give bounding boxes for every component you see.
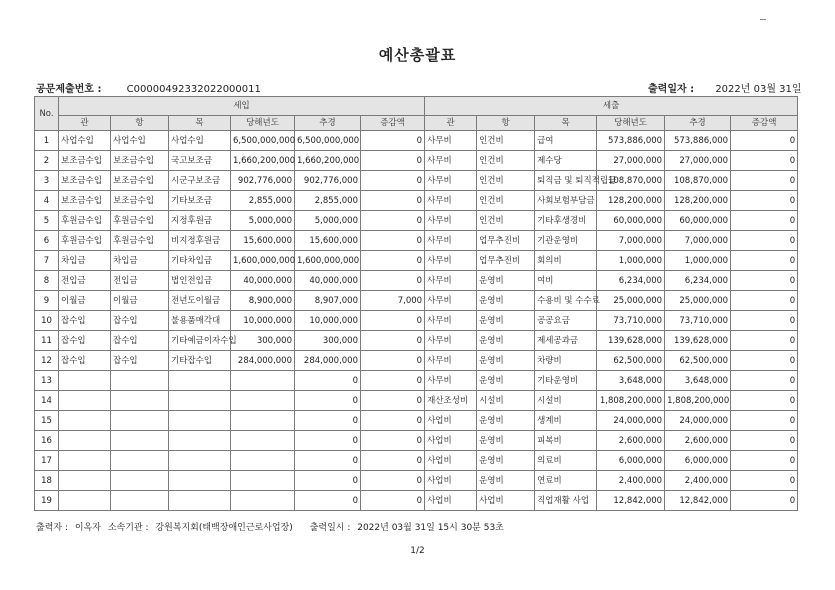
income-revised: 902,776,000 [295, 171, 361, 191]
expense-gwan: 재산조성비 [425, 391, 477, 411]
expense-diff: 0 [731, 351, 798, 371]
page-number: 1/2 [410, 546, 425, 556]
income-gwan: 차입금 [59, 251, 111, 271]
row-number: 19 [35, 491, 59, 511]
income-current: 8,900,000 [231, 291, 295, 311]
header-expense-revised: 추경 [665, 116, 731, 131]
expense-revised: 27,000,000 [665, 151, 731, 171]
expense-hang: 운영비 [477, 351, 535, 371]
expense-revised: 573,886,000 [665, 131, 731, 151]
income-gwan [59, 491, 111, 511]
income-hang: 후원금수입 [111, 231, 169, 251]
expense-current: 3,648,000 [597, 371, 665, 391]
expense-gwan: 사무비 [425, 351, 477, 371]
table-row [35, 291, 798, 311]
budget-summary-table [34, 96, 798, 511]
expense-revised: 2,400,000 [665, 471, 731, 491]
expense-diff: 0 [731, 211, 798, 231]
income-diff: 0 [361, 171, 425, 191]
income-current: 1,600,000,000 [231, 251, 295, 271]
income-gwan [59, 391, 111, 411]
income-hang [111, 391, 169, 411]
table-row [35, 151, 798, 171]
header-expense-current: 당해년도 [597, 116, 665, 131]
income-gwan [59, 431, 111, 451]
income-hang: 이월금 [111, 291, 169, 311]
income-revised: 0 [295, 491, 361, 511]
income-hang [111, 451, 169, 471]
expense-current: 1,000,000 [597, 251, 665, 271]
expense-revised: 24,000,000 [665, 411, 731, 431]
income-gwan [59, 451, 111, 471]
expense-hang: 운영비 [477, 291, 535, 311]
expense-current: 60,000,000 [597, 211, 665, 231]
row-number: 6 [35, 231, 59, 251]
expense-current: 128,200,000 [597, 191, 665, 211]
income-mok [169, 471, 231, 491]
expense-mok: 제세공과금 [535, 331, 597, 351]
expense-diff: 0 [731, 191, 798, 211]
expense-hang: 사업비 [477, 491, 535, 511]
expense-current: 139,628,000 [597, 331, 665, 351]
income-current: 902,776,000 [231, 171, 295, 191]
header-income-diff: 증감액 [361, 116, 425, 131]
income-mok [169, 411, 231, 431]
income-revised: 40,000,000 [295, 271, 361, 291]
header-income-hang: 항 [111, 116, 169, 131]
expense-revised: 2,600,000 [665, 431, 731, 451]
footer [36, 520, 508, 533]
expense-gwan: 사무비 [425, 131, 477, 151]
expense-revised: 139,628,000 [665, 331, 731, 351]
footer-printer-label: 출력자 : [36, 523, 68, 533]
expense-revised: 3,648,000 [665, 371, 731, 391]
income-mok: 지정후원금 [169, 211, 231, 231]
expense-mok: 의료비 [535, 451, 597, 471]
expense-hang: 운영비 [477, 331, 535, 351]
expense-revised: 12,842,000 [665, 491, 731, 511]
expense-revised: 6,000,000 [665, 451, 731, 471]
expense-hang: 운영비 [477, 451, 535, 471]
expense-diff: 0 [731, 251, 798, 271]
expense-current: 2,400,000 [597, 471, 665, 491]
income-diff: 0 [361, 151, 425, 171]
doc-number-value: C00000492332022000011 [126, 84, 261, 95]
expense-gwan: 사무비 [425, 311, 477, 331]
income-revised: 0 [295, 431, 361, 451]
expense-hang: 인건비 [477, 151, 535, 171]
expense-current: 62,500,000 [597, 351, 665, 371]
income-revised: 1,660,200,000 [295, 151, 361, 171]
income-hang [111, 491, 169, 511]
income-gwan: 전입금 [59, 271, 111, 291]
expense-hang: 인건비 [477, 131, 535, 151]
expense-hang: 업무추진비 [477, 251, 535, 271]
corner-mark [760, 19, 766, 20]
expense-mok: 기관운영비 [535, 231, 597, 251]
header-income-revised: 추경 [295, 116, 361, 131]
income-revised: 0 [295, 371, 361, 391]
page-title: 예산총괄표 [378, 46, 457, 64]
income-diff: 0 [361, 231, 425, 251]
expense-mok: 피복비 [535, 431, 597, 451]
income-diff: 0 [361, 251, 425, 271]
row-number: 11 [35, 331, 59, 351]
footer-org-label: 소속기관 : [107, 523, 149, 533]
expense-mok: 사회보험부담금 [535, 191, 597, 211]
income-revised: 15,600,000 [295, 231, 361, 251]
income-current [231, 411, 295, 431]
income-revised: 300,000 [295, 331, 361, 351]
row-number: 3 [35, 171, 59, 191]
expense-diff: 0 [731, 451, 798, 471]
income-gwan: 사업수입 [59, 131, 111, 151]
header-income: 세입 [59, 97, 425, 116]
header-expense-diff: 증감액 [731, 116, 798, 131]
income-current [231, 391, 295, 411]
income-diff: 0 [361, 391, 425, 411]
income-gwan: 이월금 [59, 291, 111, 311]
doc-number-label: 공문제출번호 : [36, 84, 102, 95]
expense-revised: 60,000,000 [665, 211, 731, 231]
income-gwan: 보조금수입 [59, 151, 111, 171]
expense-gwan: 사무비 [425, 151, 477, 171]
income-revised: 10,000,000 [295, 311, 361, 331]
expense-gwan: 사업비 [425, 491, 477, 511]
expense-gwan: 사무비 [425, 251, 477, 271]
expense-diff: 0 [731, 391, 798, 411]
expense-hang: 운영비 [477, 471, 535, 491]
income-revised: 8,907,000 [295, 291, 361, 311]
income-diff: 7,000 [361, 291, 425, 311]
income-hang: 잡수입 [111, 331, 169, 351]
income-current: 10,000,000 [231, 311, 295, 331]
row-number: 15 [35, 411, 59, 431]
header-expense-hang: 항 [477, 116, 535, 131]
expense-diff: 0 [731, 431, 798, 451]
expense-current: 7,000,000 [597, 231, 665, 251]
print-date-value: 2022년 03월 31일 [715, 84, 802, 95]
income-mok [169, 371, 231, 391]
expense-mok: 회의비 [535, 251, 597, 271]
expense-diff: 0 [731, 151, 798, 171]
footer-printed-at-label: 출력일시 : [309, 523, 351, 533]
income-revised: 284,000,000 [295, 351, 361, 371]
row-number: 1 [35, 131, 59, 151]
table-row [35, 491, 798, 511]
income-mok: 불용품매각대 [169, 311, 231, 331]
income-gwan: 보조금수입 [59, 191, 111, 211]
income-current: 284,000,000 [231, 351, 295, 371]
income-diff: 0 [361, 311, 425, 331]
income-mok: 법인전입금 [169, 271, 231, 291]
expense-revised: 25,000,000 [665, 291, 731, 311]
expense-current: 2,600,000 [597, 431, 665, 451]
income-diff: 0 [361, 131, 425, 151]
doc-number [36, 80, 261, 95]
income-hang [111, 431, 169, 451]
income-mok: 사업수입 [169, 131, 231, 151]
income-mok: 시군구보조금 [169, 171, 231, 191]
row-number: 7 [35, 251, 59, 271]
expense-mok: 퇴직금 및 퇴직적립금 [535, 171, 597, 191]
income-diff: 0 [361, 411, 425, 431]
expense-gwan: 사무비 [425, 291, 477, 311]
expense-gwan: 사업비 [425, 411, 477, 431]
income-current: 5,000,000 [231, 211, 295, 231]
expense-current: 6,000,000 [597, 451, 665, 471]
income-hang [111, 471, 169, 491]
income-mok: 기타예금이자수입 [169, 331, 231, 351]
expense-gwan: 사업비 [425, 451, 477, 471]
footer-printed-at: 2022년 03월 31일 15시 30분 53초 [357, 523, 504, 533]
income-diff: 0 [361, 331, 425, 351]
expense-revised: 1,808,200,000 [665, 391, 731, 411]
income-gwan: 후원금수입 [59, 211, 111, 231]
table-row [35, 251, 798, 271]
expense-diff: 0 [731, 131, 798, 151]
income-gwan: 보조금수입 [59, 171, 111, 191]
income-mok: 국고보조금 [169, 151, 231, 171]
expense-current: 108,870,000 [597, 171, 665, 191]
expense-hang: 운영비 [477, 371, 535, 391]
income-gwan [59, 411, 111, 431]
income-gwan [59, 471, 111, 491]
table-row [35, 371, 798, 391]
income-current: 300,000 [231, 331, 295, 351]
income-gwan: 잡수입 [59, 351, 111, 371]
income-current [231, 471, 295, 491]
table-row [35, 331, 798, 351]
row-number: 9 [35, 291, 59, 311]
header-income-current: 당해년도 [231, 116, 295, 131]
income-current [231, 491, 295, 511]
expense-mok: 차량비 [535, 351, 597, 371]
income-diff: 0 [361, 451, 425, 471]
expense-hang: 인건비 [477, 191, 535, 211]
row-number: 4 [35, 191, 59, 211]
income-hang: 보조금수입 [111, 191, 169, 211]
income-mok [169, 431, 231, 451]
expense-gwan: 사무비 [425, 271, 477, 291]
expense-hang: 시설비 [477, 391, 535, 411]
income-hang: 전입금 [111, 271, 169, 291]
expense-mok: 제수당 [535, 151, 597, 171]
income-hang: 잡수입 [111, 351, 169, 371]
expense-diff: 0 [731, 271, 798, 291]
income-mok [169, 391, 231, 411]
income-diff: 0 [361, 351, 425, 371]
expense-mok: 직업재활 사업 [535, 491, 597, 511]
expense-hang: 운영비 [477, 411, 535, 431]
expense-current: 573,886,000 [597, 131, 665, 151]
table-row [35, 311, 798, 331]
income-current: 15,600,000 [231, 231, 295, 251]
expense-current: 24,000,000 [597, 411, 665, 431]
income-diff: 0 [361, 491, 425, 511]
table-row [35, 471, 798, 491]
income-mok: 비지정후원금 [169, 231, 231, 251]
row-number: 2 [35, 151, 59, 171]
row-number: 10 [35, 311, 59, 331]
income-revised: 0 [295, 471, 361, 491]
income-revised: 0 [295, 391, 361, 411]
expense-diff: 0 [731, 411, 798, 431]
expense-mok: 기타후생경비 [535, 211, 597, 231]
expense-gwan: 사업비 [425, 431, 477, 451]
income-current: 2,855,000 [231, 191, 295, 211]
expense-hang: 운영비 [477, 271, 535, 291]
row-number: 13 [35, 371, 59, 391]
expense-mok: 기타운영비 [535, 371, 597, 391]
expense-hang: 운영비 [477, 311, 535, 331]
expense-hang: 인건비 [477, 171, 535, 191]
income-hang: 차입금 [111, 251, 169, 271]
row-number: 18 [35, 471, 59, 491]
income-diff: 0 [361, 191, 425, 211]
income-current: 1,660,200,000 [231, 151, 295, 171]
expense-gwan: 사무비 [425, 331, 477, 351]
footer-org: 강원복지회(태백장애인근로사업장) [155, 523, 293, 533]
income-hang: 잡수입 [111, 311, 169, 331]
row-number: 14 [35, 391, 59, 411]
income-hang [111, 371, 169, 391]
table-row [35, 191, 798, 211]
expense-current: 1,808,200,000 [597, 391, 665, 411]
income-mok: 기타보조금 [169, 191, 231, 211]
row-number: 12 [35, 351, 59, 371]
expense-revised: 108,870,000 [665, 171, 731, 191]
income-hang: 보조금수입 [111, 171, 169, 191]
table-row [35, 271, 798, 291]
income-mok: 전년도이월금 [169, 291, 231, 311]
expense-mok: 공공요금 [535, 311, 597, 331]
income-revised: 1,600,000,000 [295, 251, 361, 271]
income-diff: 0 [361, 371, 425, 391]
expense-mok: 생계비 [535, 411, 597, 431]
header-income-gwan: 관 [59, 116, 111, 131]
income-gwan: 잡수입 [59, 331, 111, 351]
header-income-mok: 목 [169, 116, 231, 131]
income-hang [111, 411, 169, 431]
expense-mok: 연료비 [535, 471, 597, 491]
print-date [648, 80, 802, 95]
table-row [35, 391, 798, 411]
print-date-label: 출력일자 : [648, 84, 695, 95]
expense-revised: 7,000,000 [665, 231, 731, 251]
expense-hang: 업무추진비 [477, 231, 535, 251]
table-row [35, 131, 798, 151]
income-diff: 0 [361, 271, 425, 291]
income-hang: 후원금수입 [111, 211, 169, 231]
table-row [35, 451, 798, 471]
footer-printer: 이옥자 [74, 523, 101, 533]
income-revised: 0 [295, 411, 361, 431]
income-current [231, 451, 295, 471]
expense-mok: 급여 [535, 131, 597, 151]
expense-gwan: 사무비 [425, 211, 477, 231]
table-row [35, 431, 798, 451]
income-revised: 6,500,000,000 [295, 131, 361, 151]
income-mok: 기타차입금 [169, 251, 231, 271]
expense-gwan: 사무비 [425, 231, 477, 251]
table-row [35, 411, 798, 431]
expense-diff: 0 [731, 331, 798, 351]
row-number: 8 [35, 271, 59, 291]
expense-diff: 0 [731, 371, 798, 391]
expense-gwan: 사업비 [425, 471, 477, 491]
expense-revised: 1,000,000 [665, 251, 731, 271]
income-hang: 사업수입 [111, 131, 169, 151]
table-row [35, 231, 798, 251]
expense-revised: 62,500,000 [665, 351, 731, 371]
header-no: No. [35, 97, 59, 131]
expense-diff: 0 [731, 291, 798, 311]
row-number: 16 [35, 431, 59, 451]
expense-diff: 0 [731, 491, 798, 511]
table-row [35, 351, 798, 371]
income-gwan [59, 371, 111, 391]
income-mok [169, 451, 231, 471]
income-revised: 5,000,000 [295, 211, 361, 231]
expense-diff: 0 [731, 231, 798, 251]
header-expense-mok: 목 [535, 116, 597, 131]
expense-gwan: 사무비 [425, 191, 477, 211]
table-row [35, 171, 798, 191]
header-expense-gwan: 관 [425, 116, 477, 131]
expense-mok: 수용비 및 수수료 [535, 291, 597, 311]
income-diff: 0 [361, 471, 425, 491]
income-gwan: 잡수입 [59, 311, 111, 331]
income-current: 40,000,000 [231, 271, 295, 291]
expense-hang: 운영비 [477, 431, 535, 451]
income-hang: 보조금수입 [111, 151, 169, 171]
row-number: 5 [35, 211, 59, 231]
header-expense: 세출 [425, 97, 798, 116]
expense-mok: 시설비 [535, 391, 597, 411]
expense-current: 73,710,000 [597, 311, 665, 331]
income-current [231, 431, 295, 451]
expense-current: 27,000,000 [597, 151, 665, 171]
income-diff: 0 [361, 431, 425, 451]
expense-current: 25,000,000 [597, 291, 665, 311]
income-mok [169, 491, 231, 511]
expense-current: 12,842,000 [597, 491, 665, 511]
expense-diff: 0 [731, 171, 798, 191]
income-revised: 2,855,000 [295, 191, 361, 211]
income-diff: 0 [361, 211, 425, 231]
expense-hang: 인건비 [477, 211, 535, 231]
expense-gwan: 사무비 [425, 371, 477, 391]
income-revised: 0 [295, 451, 361, 471]
income-current: 6,500,000,000 [231, 131, 295, 151]
expense-revised: 6,234,000 [665, 271, 731, 291]
expense-revised: 73,710,000 [665, 311, 731, 331]
expense-diff: 0 [731, 471, 798, 491]
income-gwan: 후원금수입 [59, 231, 111, 251]
expense-diff: 0 [731, 311, 798, 331]
expense-revised: 128,200,000 [665, 191, 731, 211]
expense-mok: 여비 [535, 271, 597, 291]
expense-gwan: 사무비 [425, 171, 477, 191]
table-row [35, 211, 798, 231]
row-number: 17 [35, 451, 59, 471]
income-mok: 기타잡수입 [169, 351, 231, 371]
income-current [231, 371, 295, 391]
expense-current: 6,234,000 [597, 271, 665, 291]
